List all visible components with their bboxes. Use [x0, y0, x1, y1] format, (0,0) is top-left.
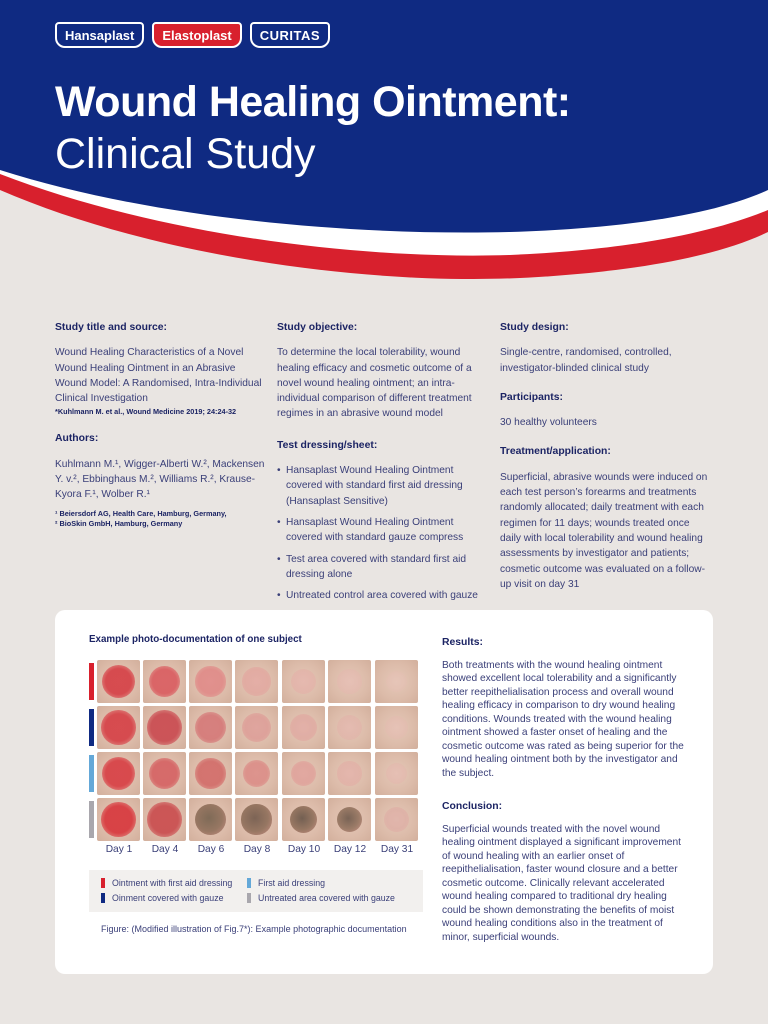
wound-photo [97, 706, 140, 749]
wound-area [337, 761, 361, 785]
wound-area [147, 710, 181, 744]
wound-area [242, 713, 271, 742]
wound-area [243, 760, 271, 788]
study-title-heading: Study title and source: [55, 322, 168, 333]
affiliation-2: ² BioSkin GmbH, Hamburg, Germany [55, 518, 183, 528]
legend-swatch [247, 878, 251, 888]
dressing-heading: Test dressing/sheet: [277, 439, 378, 451]
photo-row-ointment-first-aid [89, 660, 419, 703]
day-label: Day 8 [243, 844, 271, 855]
wound-photo [189, 752, 232, 795]
treatment-heading: Treatment/application: [500, 446, 611, 458]
day-label: Day 12 [333, 844, 367, 855]
dressing-item: • Hansaplast Wound Healing Ointment covered with standard gauze compress [277, 515, 489, 546]
wound-area [195, 758, 225, 788]
wound-photo [328, 798, 371, 841]
day-label: Day 1 [105, 844, 133, 855]
wound-area [195, 804, 227, 836]
study-title-text: Wound Healing Characteristics of a Novel Wound Healing Ointment in an Abrasive Wound Model: A Randomised, Intra-Individual Clinical Investigation [55, 347, 262, 405]
dressing-item: • Hansaplast Wound Healing Ointment covered with standard first aid dressing (Hansaplast Sensitive) [277, 463, 489, 509]
wound-photo [189, 660, 232, 703]
legend-item: Ointment with first aid dressing [101, 878, 232, 888]
wound-area [149, 666, 181, 698]
dressing-list [277, 463, 489, 603]
wound-area [101, 710, 135, 744]
study-info [55, 320, 715, 600]
figure-heading: Example photo-documentation of one subject [89, 634, 302, 645]
dressing-item: • Test area covered with standard first aid dressing alone [277, 552, 489, 583]
wound-area [147, 802, 181, 836]
hansaplast-logo: Hansaplast [55, 22, 144, 48]
wound-photo [143, 752, 186, 795]
legend-item: Oinment covered with gauze [101, 893, 224, 903]
brand-logos [55, 22, 330, 48]
wound-photo [375, 706, 418, 749]
conclusion-heading: Conclusion: [442, 801, 503, 812]
authors-heading: Authors: [55, 433, 99, 445]
wound-photo [189, 798, 232, 841]
legend-item: First aid dressing [247, 878, 325, 888]
day-labels [89, 844, 429, 860]
wound-area [102, 665, 136, 699]
figure-card [55, 610, 713, 974]
wound-photo [189, 706, 232, 749]
wound-area [337, 715, 363, 741]
wound-photo [282, 752, 325, 795]
objective-text: To determine the local tolerability, wound healing efficacy and cosmetic outcome of a novel wound healing ointment; an intra-individual comparison of different treatment regimes in an abrasive wound model [277, 347, 472, 420]
wound-area [291, 669, 317, 695]
study-source-note: *Kuhlmann M. et al., Wound Medicine 2019; 24:24-32 [55, 407, 237, 417]
column-left [55, 320, 267, 529]
figure-caption: Figure: (Modified illustration of Fig.7*): Example photographic documentation [101, 924, 407, 934]
wound-area [195, 666, 225, 696]
photo-row-first-aid [89, 752, 419, 795]
wound-area [242, 667, 270, 695]
wound-photo [235, 706, 278, 749]
authors-text: Kuhlmann M.¹, Wigger-Alberti W.², Mackensen Y. v.², Ebbinghaus M.², Williams R.², Krause-Kyora F.¹, Wolber R.¹ [55, 458, 265, 501]
wound-photo [328, 706, 371, 749]
wound-area [102, 757, 136, 791]
figure-legend [89, 870, 423, 912]
objective-heading: Study objective: [277, 322, 358, 333]
legend-item: Untreated area covered with gauze [247, 893, 395, 903]
day-label: Day 31 [380, 844, 414, 855]
wound-photo [282, 798, 325, 841]
row-marker [89, 663, 94, 700]
row-marker [89, 755, 94, 792]
wound-photo [143, 706, 186, 749]
day-label: Day 10 [287, 844, 321, 855]
column-middle [277, 320, 489, 609]
wound-area [385, 716, 408, 739]
wound-area [195, 712, 227, 744]
column-right [500, 320, 712, 592]
wound-photo [143, 660, 186, 703]
wound-photo [328, 752, 371, 795]
wound-area [386, 671, 408, 693]
curitas-logo: CURITAS [250, 22, 330, 48]
results-column [442, 636, 690, 944]
results-heading: Results: [442, 637, 483, 648]
results-text: Both treatments with the wound healing ointment showed excellent local tolerability and a significantly better reepithelialisation process and overall wound healing efficacy in comparison to dry wound healing conditions. Wounds treated with the wound healing ointment showed a faster onset of healing and the cosmetic outcome was rated as being superior for the wound healing ointment both by the investigator and the subject. [442, 659, 684, 779]
wound-photo [375, 752, 418, 795]
page-subtitle: Clinical Study [55, 130, 316, 178]
photo-row-untreated [89, 798, 419, 841]
wound-photo [97, 660, 140, 703]
wound-area [290, 714, 318, 742]
wound-photo [235, 798, 278, 841]
day-label: Day 4 [151, 844, 179, 855]
wound-area [149, 758, 181, 790]
conclusion-text: Superficial wounds treated with the novel wound healing ointment displayed a significant improvement of wound healing with an earlier onset of reepithelialisation, faster wound closure and a better cosmetic outcome. Clinically relevant accelerated wound healing compared to traditional dry healing could be shown demonstrating the benefits of moist wound healing conditions also in the treatment of minor, superficial wounds. [442, 823, 681, 943]
legend-swatch [247, 893, 251, 903]
dressing-item: • Untreated control area covered with gauze [277, 588, 489, 603]
design-heading: Study design: [500, 322, 569, 333]
page-title: Wound Healing Ointment: [55, 78, 571, 126]
affiliation-1: ¹ Beiersdorf AG, Health Care, Hamburg, Germany, [55, 508, 227, 518]
wound-area [384, 807, 410, 833]
legend-swatch [101, 878, 105, 888]
participants-heading: Participants: [500, 391, 563, 403]
elastoplast-logo: Elastoplast [152, 22, 241, 48]
wound-photo [97, 798, 140, 841]
wound-area [241, 804, 271, 834]
wound-area [337, 807, 363, 833]
participants-text: 30 healthy volunteers [500, 417, 597, 429]
wound-photo [282, 660, 325, 703]
wound-area [386, 763, 408, 785]
wound-area [290, 806, 318, 834]
wound-photo [235, 752, 278, 795]
row-marker [89, 709, 94, 746]
wound-photo [235, 660, 278, 703]
wound-photo [375, 660, 418, 703]
wound-area [101, 802, 135, 836]
wound-photo [282, 706, 325, 749]
wound-photo [143, 798, 186, 841]
wound-area [291, 761, 317, 787]
day-label: Day 6 [197, 844, 225, 855]
wound-area [337, 669, 361, 693]
wound-photo [375, 798, 418, 841]
wound-photo [328, 660, 371, 703]
legend-swatch [101, 893, 105, 903]
row-marker [89, 801, 94, 838]
photo-row-ointment-gauze [89, 706, 419, 749]
wound-photo [97, 752, 140, 795]
treatment-text: Superficial, abrasive wounds were induced on each test person’s forearms and treatments randomly allocated; daily treatment with each regimen for 11 days; wounds treated once daily with local tolerability and wound healing assessments by investigator and patients; cosmetic outcome was evaluated on a follow-up visit on day 31 [500, 471, 708, 590]
design-text: Single-centre, randomised, controlled, investigator-blinded clinical study [500, 347, 672, 374]
